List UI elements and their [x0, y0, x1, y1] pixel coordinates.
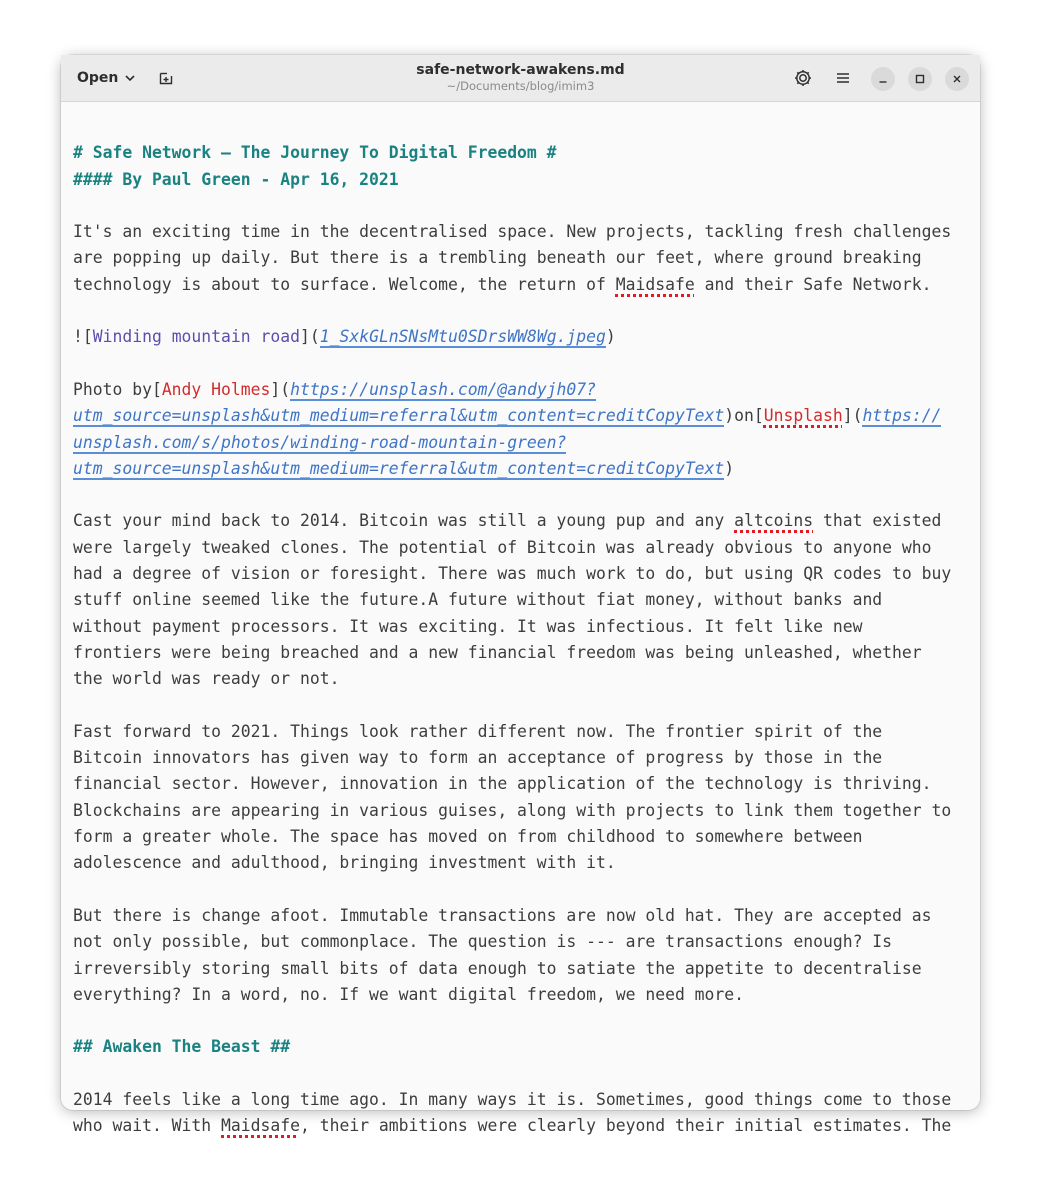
- gear-icon: [794, 69, 812, 87]
- paragraph-line: without payment processors. It was exciting. It was infectious. It felt like new: [73, 616, 863, 636]
- chevron-down-icon: [124, 72, 136, 84]
- paragraph-line: stuff online seemed like the future.A future without fiat money, without banks and: [73, 590, 883, 610]
- settings-button[interactable]: [790, 66, 816, 90]
- paragraph-line: who wait. With Maidsafe, their ambitions were clearly beyond their initial estimates. The: [73, 1116, 952, 1136]
- hamburger-icon: [835, 70, 851, 86]
- heading-4: #### By Paul Green - Apr 16, 2021: [73, 169, 399, 189]
- paragraph-line: frontiers were being breached and a new financial freedom was being unleashed, whether: [73, 642, 922, 662]
- credit-line: utm_source=unsplash&utm_medium=referral&utm_content=creditCopyText): [73, 458, 735, 478]
- credit-line: utm_source=unsplash&utm_medium=referral&utm_content=creditCopyText)on[Unsplash](https://: [73, 406, 942, 426]
- paragraph-line: irreversibly storing small bits of data enough to satiate the appetite to decentralise: [73, 958, 922, 978]
- link-url[interactable]: https://unsplash.com/@andyjh07?: [290, 379, 597, 399]
- image-url[interactable]: 1_SxkGLnSNsMtu0SDrsWW8Wg.jpeg: [319, 327, 606, 347]
- paragraph-line: Fast forward to 2021. Things look rather different now. The frontier spirit of the: [73, 721, 883, 741]
- heading-1: # Safe Network — The Journey To Digital Freedom #: [73, 143, 557, 163]
- text-editor[interactable]: [61, 102, 980, 1136]
- maximize-icon: [915, 74, 925, 84]
- link-url[interactable]: utm_source=unsplash&utm_medium=referral&utm_content=creditCopyText: [73, 458, 725, 478]
- paragraph-line: It's an exciting time in the decentralised space. New projects, tackling fresh challenges: [73, 222, 952, 242]
- credit-line: [73, 430, 968, 456]
- image-markdown-line: ![Winding mountain road](1_SxkGLnSNsMtu0SDrsWW8Wg.jpeg): [73, 327, 616, 347]
- misspelled-word: altcoins: [734, 511, 814, 531]
- new-tab-button[interactable]: [153, 66, 179, 90]
- new-tab-icon: [158, 70, 174, 86]
- paragraph-line: had a degree of vision or foresight. There was much work to do, but using QR codes to buy: [73, 564, 952, 584]
- heading-2: ## Awaken The Beast ##: [73, 1037, 291, 1057]
- paragraph-line: the world was ready or not.: [73, 669, 340, 689]
- link-url[interactable]: https://: [862, 406, 942, 426]
- paragraph-line: 2014 feels like a long time ago. In many ways it is. Sometimes, good things come to those: [73, 1089, 952, 1109]
- minimize-icon: [878, 74, 888, 84]
- link-text: Unsplash: [763, 406, 843, 426]
- paragraph-line: not only possible, but commonplace. The question is --- are transactions enough? Is: [73, 932, 893, 952]
- window-subtitle: ~/Documents/blog/imim3: [446, 79, 595, 93]
- paragraph-line: But there is change afoot. Immutable transactions are now old hat. They are accepted as: [73, 905, 932, 925]
- minimize-button[interactable]: [871, 67, 895, 91]
- paragraph-line: Bitcoin innovators has given way to form an acceptance of progress by those in the: [73, 748, 883, 768]
- open-button[interactable]: [69, 64, 144, 92]
- link-text: Andy Holmes: [161, 379, 271, 399]
- paragraph-line: financial sector. However, innovation in the application of the technology is thriving.: [73, 774, 932, 794]
- window-title: safe-network-awakens.md: [416, 62, 625, 78]
- image-alt-text: Winding mountain road: [92, 327, 300, 347]
- paragraph-line: were largely tweaked clones. The potential of Bitcoin was already obvious to anyone who: [73, 537, 932, 557]
- paragraph-line: everything? In a word, no. If we want digital freedom, we need more.: [73, 984, 745, 1004]
- paragraph-line: are popping up daily. But there is a trembling beneath our feet, where ground breaking: [73, 248, 922, 268]
- paragraph-line: form a greater whole. The space has moved on from childhood to somewhere between: [73, 827, 863, 847]
- close-icon: [952, 74, 962, 84]
- paragraph-line: Blockchains are appearing in various guises, along with projects to link them together to: [73, 800, 952, 820]
- misspelled-word: Maidsafe: [221, 1116, 300, 1136]
- misspelled-word: Maidsafe: [615, 274, 695, 294]
- editor-window: [61, 55, 980, 1136]
- link-url[interactable]: unsplash.com/s/photos/winding-road-mountain-green?: [73, 432, 567, 452]
- maximize-button[interactable]: [908, 67, 932, 91]
- paragraph-line: technology is about to surface. Welcome, the return of Maidsafe and their Safe Network.: [73, 274, 932, 294]
- header-bar: [61, 55, 980, 102]
- main-menu-button[interactable]: [830, 66, 856, 90]
- open-button-label: Open: [77, 70, 119, 86]
- link-url[interactable]: utm_source=unsplash&utm_medium=referral&utm_content=creditCopyText: [73, 406, 725, 426]
- paragraph-line: adolescence and adulthood, bringing investment with it.: [73, 853, 616, 873]
- close-button[interactable]: [945, 67, 969, 91]
- credit-line: Photo by[Andy Holmes](https://unsplash.com/@andyjh07?: [73, 379, 597, 399]
- paragraph-line: Cast your mind back to 2014. Bitcoin was still a young pup and any altcoins that existed: [73, 511, 942, 531]
